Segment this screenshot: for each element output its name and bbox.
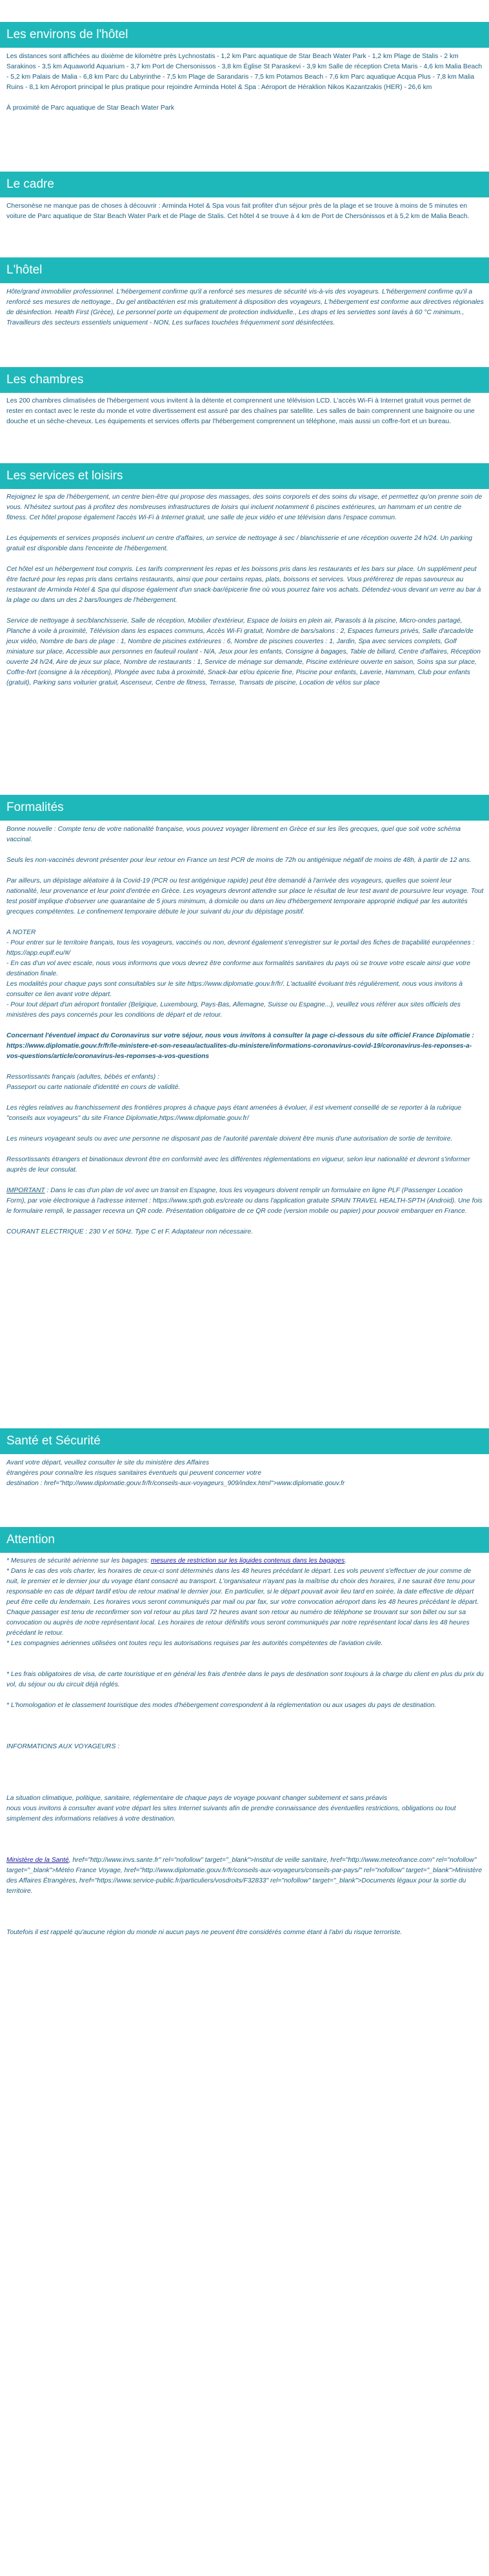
section-title-attention: Attention — [6, 1533, 55, 1546]
formalites-bonne-nouvelle: Bonne nouvelle : Compte tenu de votre nationalité française, vous pouvez voyager librement en Grèce et sur les îles grecques, quel que soit votre schéma vaccinal. — [6, 826, 461, 843]
bagages-suffix: . — [344, 1557, 347, 1564]
section-title-hotel: L'hôtel — [6, 263, 43, 277]
services-tout-compris: Cet hôtel est un hébergement tout compris. Les tarifs comprennent les repas et les boissons pris dans les restaurants et les bars sur place. Un supplément peut être facturé pour les repas pris dans certains restaurants, ainsi que pour certains repas, plats, boissons et services. Vous préférerez de repas savoureux au restaurant de Arminda Hotel & Spa qui dispose également d'un snack-bar/épicerie fine où vous pourrez faire vos achats. Détendez-vous devant un verre au bar à la plage ou dans un des 2 bars/lounges de l'hébergement. — [6, 566, 481, 604]
formalites-non-vaccines: Seuls les non-vaccinés devront présenter pour leur retour en France un test PCR de moins de 72h ou antigénique négatif de moins de 48h, à partir de 12 ans. — [6, 857, 472, 864]
section-body-formalites — [6, 824, 484, 1248]
attention-terrorisme: Toutefois il est rappelé qu'aucune région du monde ni aucun pays ne peuvent être considérés comme étant à l'abri du risque terroriste. — [6, 1929, 403, 1936]
section-body-hotel — [6, 287, 484, 339]
section-body-sante — [6, 1458, 484, 1489]
section-body-chambres — [6, 396, 484, 437]
section-header-chambres — [0, 367, 489, 393]
services-liste: Service de nettoyage à sec/blanchisserie, Salle de réception, Mobilier d'extérieur, Espace de loisirs en plein air, Parasols à la piscine, Micro-ondes partagé, Planche à voile à proximité, Télévision dans les espaces communs, Accès Wi-Fi gratuit, Nombre de bars/salons : 2, Espaces fumeurs privés, Salle d'arcade/de jeux vidéo, Nombre de bars de plage : 1, Nombre de piscines extérieures : 6, Nombre de piscines couvertes : 1, Jardin, Spa avec services complets, Golf miniature sur place, Accessible aux personnes en fauteuil roulant - N/A, Jeux pour les enfants, Consigne à bagages, Table de billard, Centre d'affaires, Réception ouverte 24 h/24, Aire de jeux sur place, Nombre de restaurants : 1, Service de ménage sur demande, Piscine extérieure ouverte en saison, Soins spa sur place, Coffre-fort (consigne à la réception), Plongée avec tuba à proximité, Snack-bar et/ou épicerie fine, Piscine pour enfants, Laverie, Hammam, Club pour enfants (gratuit), Parking sans voiturier gratuit, Ascenseur, Centre de fitness, Terrasse, Transats de piscine, Location de vélos sur place — [6, 617, 481, 686]
cadre-text: Chersonèse ne manque pas de choses à découvrir : Arminda Hotel & Spa vous fait profiter d'un séjour près de la plage et se trouve à moins de 5 minutes en voiture de Parc aquatique de Star Beach Water Park et de Plage de Stalis. Cet hôtel 4 se trouve à 4 km de Port de Chersónissos et à 5,2 km de Malia Beach. — [6, 203, 470, 220]
section-body-environs — [6, 52, 484, 124]
formalites-a-noter-4: - Pour tout départ d'un aéroport frontalier (Belgique, Luxembourg, Pays-Bas, Allemagne, Suisse ou Espagne...), veuillez vous référer aux sites officiels des ministères des pays concernés pour les conditions de départ et de retour. — [6, 1001, 461, 1019]
section-header-hotel — [0, 257, 489, 283]
formalites-frontieres: Les règles relatives au franchissement des frontières propres à chaque pays étant amenées à évoluer, il est vivement conseillé de se reporter à la rubrique "conseils aux voyageurs" du site France Diplomatie,https://www.diplomatie.gouv.fr/ — [6, 1104, 462, 1122]
formalites-important — [6, 1186, 484, 1217]
formalites-a-noter-1: - Pour entrer sur le territoire français, tous les voyageurs, vaccinés ou non, devront également s'enregistrer sur le portail des fiches de traçabilité européennes : https://app.euplf.eu/#/ — [6, 939, 475, 957]
formalites-a-noter-label: A NOTER — [6, 929, 36, 936]
formalites-depistage: Par ailleurs, un dépistage aléatoire à la Covid-19 (PCR ou test antigénique rapide) peut être demandé à l'arrivée des voyageurs, quelles que soient leur nationalité, leur provenance et leur point d'entrée en Grèce. Les voyageurs devront attendre sur place le résultat de leur test avant de poursuivre leur voyage. Tout test positif implique d'observer une quarantaine de 5 jours minimum, à domicile ou dans un lieu d'hébergement temporaire approprié indiqué par les autorités grecques compétentes. Le confinement temporaire débute le jour suivant du jour du dépistage positif. — [6, 877, 484, 915]
attention-situation: La situation climatique, politique, sanitaire, réglementaire de chaque pays de voyage pouvant changer subitement et sans préavis — [6, 1795, 388, 1802]
section-title-chambres: Les chambres — [6, 373, 84, 386]
important-label: IMPORTANT — [6, 1187, 45, 1194]
attention-compagnies: * Les compagnies aériennes utilisées ont toutes reçu les autorisations requises par les autorités compétentes de l'aviation civile. — [6, 1640, 383, 1647]
important-text: : Dans le cas d'un plan de vol avec un transit en Espagne, tous les voyageurs doivent remplir un formulaire en ligne PLF (Passenger Location Form), par voie électronique à l'adresse internet : https://www.spth.gob.es/create ou dans l'application gratuite SPAIN TRAVEL HEALTH-SPTH (Android). Une fois le formulaire rempli, le passager recevra un QR code. Présentation obligatoire de ce QR code (version mobile ou papier) pour pouvoir embarquer en France. — [6, 1187, 483, 1215]
formalites-ressortissants-label: Ressortissants français (adultes, bébés et enfants) : — [6, 1073, 159, 1081]
formalites-a-noter-2: - En cas d'un vol avec escale, nous vous informons que vous devrez être conforme aux formalités sanitaires du pays où se trouve votre escale ainsi que votre destination finale. — [6, 960, 471, 977]
section-title-sante: Santé et Sécurité — [6, 1434, 101, 1448]
attention-liens — [6, 1855, 484, 1897]
formalites-coronavirus-url: https://www.diplomatie.gouv.fr/fr/le-ministere-et-son-reseau/actualites-du-ministere/informations-coronavirus-covid-19/coronavirus-les-reponses-a-vos-questions/article/coronavirus-les-reponses-a-vos-questions — [6, 1043, 472, 1060]
services-equipements: Les équipements et services proposés incluent un centre d'affaires, un service de nettoyage à sec / blanchisserie et une réception ouverte 24 h/24. Un parking gratuit est disponible dans l'enceinte de l'hébergement. — [6, 535, 473, 552]
hotel-text: Hôte/grand immobilier professionnel. L'hébergement confirme qu'il a renforcé ses mesures de sécurité vis-à-vis des voyageurs. L'hébergement confirme qu'il a renforcé ses mesures de nettoyage., Du gel antibactérien est mis gratuitement à disposition des voyageurs, L'hébergement est conforme aux directives régionales de désinfection. Health First (Grèce), Le personnel porte un équipement de protection individuelle., Les draps et les serviettes sont lavés à 60 °C minimum., Travailleurs des secteurs essentiels uniquement - NON, Les surfaces touchées fréquemment sont désinfectées. — [6, 288, 484, 326]
liquides-restriction-link[interactable]: mesures de restriction sur les liquides contenus dans les bagages — [150, 1557, 345, 1564]
section-title-cadre: Le cadre — [6, 177, 54, 191]
section-body-cadre — [6, 201, 484, 232]
attention-homologation: * L'homologation et le classement touristique des modes d'hébergement correspondent à la réglementation ou aux usages du pays de destination. — [6, 1702, 437, 1709]
liens-text: , href="http://www.invs.sante.fr" rel="nofollow" target="_blank">Institut de veille sanitaire, href="http://www.meteofrance.com" rel="nofollow" target="_blank">Météo France Voyage, href="http://www.diplomatie.gouv.fr/fr/conseils-aux-voyageurs/conseils-par-pays/" rel="nofollow" target="_blank">Ministère des Affaires Étrangères, href="https://www.service-public.fr/particuliers/vosdroits/F32833" rel="nofollow" target="_blank">Documents légaux pour la sortie du territoire. — [6, 1857, 483, 1895]
formalites-ressortissants-text: Passeport ou carte nationale d'identité en cours de validité. — [6, 1084, 181, 1091]
section-body-attention — [6, 1556, 484, 1948]
section-body-services — [6, 492, 484, 699]
formalites-courant: COURANT ELECTRIQUE : 230 V et 50Hz. Type C et F. Adaptateur non nécessaire. — [6, 1228, 254, 1235]
formalites-coronavirus-intro: Concernant l'éventuel impact du Coronavirus sur votre séjour, nous vous invitons à consulter la page ci-dessous du site officiel France Diplomatie : — [6, 1032, 474, 1039]
bagages-prefix: * Mesures de sécurité aérienne sur les bagages: — [6, 1557, 151, 1564]
section-header-services — [0, 463, 489, 489]
formalites-mineurs: Les mineurs voyageant seuls ou avec une personne ne disposant pas de l'autorité parentale doivent être munis d'une autorisation de sortie de territoire. — [6, 1135, 453, 1143]
ministere-sante-link[interactable]: Ministère de la Santé — [6, 1857, 69, 1864]
sante-line-2: étrangères pour connaître les risques sanitaires éventuels qui peuvent concerner votre — [6, 1470, 261, 1477]
environs-proximite: À proximité de Parc aquatique de Star Beach Water Park — [6, 105, 175, 112]
formalites-a-noter-3: Les modalités pour chaque pays sont consultables sur le site https://www.diplomatie.gouv.fr/fr/. L'actualité évoluant très régulièrement, nous vous invitons à consulter ce lien avant votre départ. — [6, 981, 463, 998]
chambres-text: Les 200 chambres climatisées de l'hébergement vous invitent à la détente et comprennent une télévision LCD. L'accès Wi-Fi à Internet gratuit vous permet de rester en contact avec le reste du monde et votre divertissement est assuré par des chaînes par satellite. Les salles de bain comprennent une baignoire ou une douche et un sèche-cheveux. Les équipements et services offerts par l'hébergement comprennent un téléphone, mais aussi un coffre-fort et un bureau. — [6, 397, 475, 425]
section-header-cadre — [0, 172, 489, 197]
formalites-etrangers: Ressortissants étrangers et binationaux devront être en conformité avec les différentes réglementations en vigueur, selon leur nationalité et devront s'informer auprès de leur consulat. — [6, 1156, 470, 1173]
section-title-environs: Les environs de l'hôtel — [6, 28, 128, 41]
attention-consulter: nous vous invitons à consulter avant votre départ les sites Internet suivants afin de prendre connaissance des éventuelles restrictions, obligations ou tout simplement des informations relatives à votre destination. — [6, 1805, 456, 1822]
sante-line-3: destination : href="http://www.diplomatie.gouv.fr/fr/conseils-aux-voyageurs_909/index.html">www.diplomatie.gouv.fr — [6, 1480, 345, 1487]
attention-info-label: INFORMATIONS AUX VOYAGEURS : — [6, 1743, 120, 1750]
section-header-attention — [0, 1527, 489, 1553]
section-header-formalites — [0, 795, 489, 821]
section-title-formalites: Formalités — [6, 801, 64, 814]
attention-frais: * Les frais obligatoires de visa, de carte touristique et en général les frais d'entrée dans le pays de destination sont toujours à la charge du client en plus du prix du vol, du séjour ou du circuit déjà réglés. — [6, 1671, 484, 1688]
section-header-environs — [0, 22, 489, 48]
sante-line-1: Avant votre départ, veuillez consulter le site du ministère des Affaires — [6, 1459, 210, 1466]
section-header-sante — [0, 1428, 489, 1454]
attention-charter: * Dans le cas des vols charter, les horaires de ceux-ci sont déterminés dans les 48 heures précédant le départ. Les vols peuvent s'effectuer de jour comme de nuit, le premier et le dernier jour du voyage étant consacré au transport. L'organisateur n'ayant pas la maîtrise du choix des horaires, il ne saurait être tenu pour responsable en cas de départ tardif et/ou de retour matinal le dernier jour. En particulier, si le départ pouvait avoir lieu tard en soirée, la date effective de départ peut être celle du lendemain. Les horaires vous seront communiqués par mail ou par fax, sur votre convocation aéroport dans les 48 heures précédant le départ. Chaque passager est tenu de reconfirmer son vol retour au plus tard 72 heures avant son retour au numéro de téléphone se trouvant sur son billet ou sur sa convocation ou auprès de notre représentant local. Les horaires de retour définitifs vous seront communiqués par notre représentant local dans les 48 heures précédant le retour. — [6, 1568, 479, 1637]
services-spa: Rejoignez le spa de l'hébergement, un centre bien-être qui propose des massages, des soins corporels et des soins du visage, et permettez qu'on prenne soin de vous. N'hésitez surtout pas à profitez des nombreuses infrastructures de loisirs qui incluent notamment 6 piscines extérieures, un hammam et un centre de fitness. Cet hôtel propose également l'accès Wi-Fi à Internet gratuit, une salle de jeux vidéo et une télévision dans l'espace commun. — [6, 494, 483, 521]
attention-bagages — [6, 1556, 484, 1566]
environs-distances: Les distances sont affichées au dixième de kilomètre près Lychnostatis - 1,2 km Parc aquatique de Star Beach Water Park - 1,2 km Plage de Stalis - 2 km Sarakinos - 3,5 km Aquaworld Aquarium - 3,7 km Port de Chersonissos - 3,8 km Église St Paraskevi - 3,9 km Salle de réception Creta Maris - 4,6 km Malia Beach - 5,2 km Palais de Malia - 6,8 km Parc du Labyrinthe - 7,5 km Plage de Sarandaris - 7,5 km Potamos Beach - 7,6 km Parc aquatique Acqua Plus - 7,8 km Malia Ruins - 8,1 km Aéroport principal le plus pratique pour rejoindre Arminda Hotel & Spa : Aéroport de Héraklion Nikos Kazantzakis (HER) - 26,6 km — [6, 53, 483, 91]
section-title-services: Les services et loisirs — [6, 469, 123, 483]
